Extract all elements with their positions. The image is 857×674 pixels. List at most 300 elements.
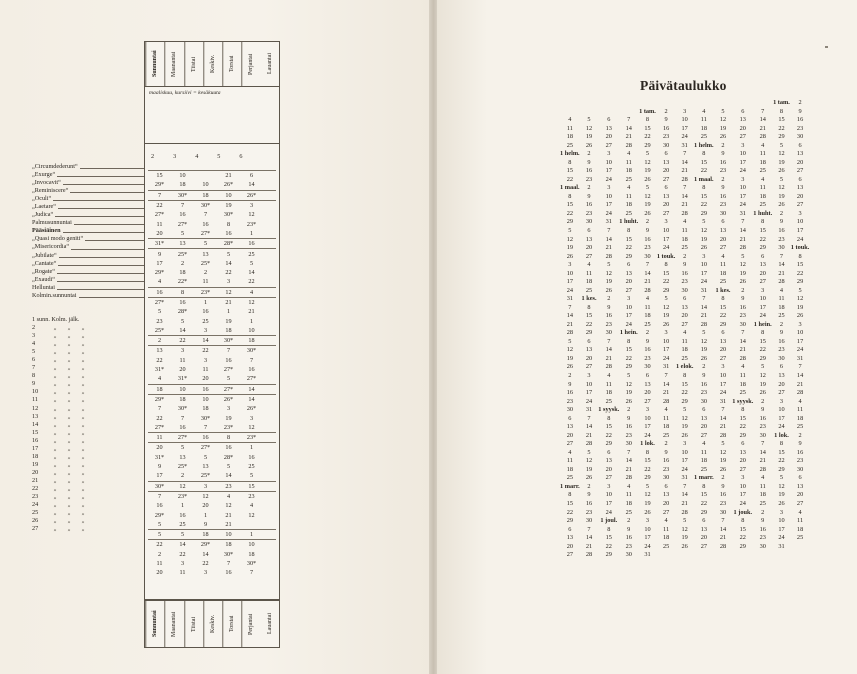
date-cell: 4 bbox=[741, 363, 745, 371]
sunday-number: 9 bbox=[32, 380, 36, 388]
sundays-header-label: 1 sunn. Kolm. jälk. bbox=[32, 316, 80, 323]
date-cell: 28 bbox=[662, 397, 670, 405]
date-cell: 10 bbox=[796, 218, 804, 226]
date-cell: 7 bbox=[664, 372, 668, 379]
ditto-mark: „ bbox=[67, 388, 71, 396]
strip-row bbox=[148, 365, 276, 374]
weekday-label: Lauantai bbox=[266, 613, 273, 635]
strip-cell: 25* bbox=[200, 472, 211, 480]
strip-column-header: 5 bbox=[217, 153, 221, 160]
date-cell: 31 bbox=[605, 218, 612, 226]
date-cell: 30 bbox=[566, 406, 573, 414]
date-cell: 14 bbox=[796, 372, 804, 379]
feast-row bbox=[32, 163, 147, 171]
date-cell: 8 bbox=[741, 517, 745, 525]
strip-cell: 12 bbox=[225, 502, 232, 510]
sunday-row bbox=[32, 405, 147, 413]
sunday-row bbox=[32, 332, 147, 340]
month-start-cell: 1 tam. bbox=[773, 99, 790, 106]
weekday-label: Maanantai bbox=[164, 42, 183, 86]
sunday-number: 12 bbox=[32, 404, 39, 412]
date-cell: 2 bbox=[664, 440, 668, 448]
date-cell: 15 bbox=[585, 312, 593, 320]
date-cell: 10 bbox=[796, 329, 804, 337]
date-cell: 21 bbox=[700, 312, 707, 320]
strip-column-header: 2 bbox=[151, 153, 155, 160]
strip-cell: 5 bbox=[180, 444, 185, 452]
strip-cell: 23* bbox=[246, 434, 257, 442]
date-cell: 3 bbox=[683, 440, 687, 448]
ditto-mark: „ bbox=[81, 476, 85, 484]
weekday-label: Keskiv. bbox=[203, 601, 222, 647]
strip-cell: 30* bbox=[246, 560, 257, 568]
date-cell bbox=[694, 551, 714, 560]
strip-cell: 18 bbox=[179, 181, 186, 189]
strip-cell: 22 bbox=[156, 541, 163, 549]
strip-cell: 16 bbox=[179, 211, 186, 219]
date-cell: 25 bbox=[719, 278, 727, 286]
date-cell: 13 bbox=[700, 525, 707, 533]
sunday-row bbox=[32, 461, 147, 469]
date-cell: 4 bbox=[702, 440, 706, 448]
feast-label: „Judica“ bbox=[32, 211, 54, 219]
feast-leader-line bbox=[57, 176, 146, 177]
date-cell: 21 bbox=[759, 457, 766, 465]
date-cell: 22 bbox=[778, 124, 785, 132]
sunday-number: 2 bbox=[32, 324, 36, 332]
date-cell: 7 bbox=[683, 150, 687, 158]
weekday-header-bottom bbox=[145, 599, 279, 647]
strip-cell: 25 bbox=[248, 250, 255, 258]
date-row bbox=[560, 159, 809, 168]
date-cell: 28 bbox=[681, 175, 688, 183]
strip-row bbox=[148, 356, 276, 365]
feast-row bbox=[32, 284, 147, 292]
weekday-label: Sunnuntai bbox=[145, 42, 164, 86]
date-cell: 22 bbox=[739, 534, 746, 542]
date-cell: 26 bbox=[681, 542, 688, 550]
date-cell: 25 bbox=[759, 201, 766, 209]
date-cell: 24 bbox=[566, 286, 573, 294]
strip-cell: 10 bbox=[179, 172, 186, 180]
feast-label: „Rogate“ bbox=[32, 267, 56, 275]
strip-block bbox=[148, 394, 276, 432]
sunday-row bbox=[32, 356, 147, 364]
sunday-row bbox=[32, 413, 147, 421]
date-cell: 2 bbox=[627, 517, 631, 525]
date-cell: 21 bbox=[644, 278, 651, 286]
date-cell: 9 bbox=[587, 158, 591, 166]
date-row bbox=[560, 99, 809, 108]
sunday-number: 4 bbox=[32, 340, 36, 348]
sunday-row bbox=[32, 525, 147, 533]
ditto-mark: „ bbox=[53, 460, 57, 468]
date-cell: 15 bbox=[778, 116, 785, 124]
month-start-cell: 1 kes. bbox=[715, 286, 731, 294]
ditto-mark: „ bbox=[53, 501, 57, 509]
date-cell: 12 bbox=[662, 303, 670, 311]
strip-row bbox=[148, 229, 276, 238]
date-cell: 17 bbox=[644, 534, 651, 542]
strip-row bbox=[148, 346, 276, 355]
date-row bbox=[560, 150, 809, 159]
date-cell: 29 bbox=[700, 508, 707, 516]
date-cell: 14 bbox=[644, 269, 651, 277]
date-cell: 22 bbox=[566, 175, 573, 183]
date-cell bbox=[598, 99, 619, 108]
date-cell: 31 bbox=[719, 397, 727, 405]
date-cell: 16 bbox=[605, 312, 612, 320]
date-cell: 22 bbox=[605, 431, 612, 439]
strip-note: maaliskuu, kursiivi = kesäkuuta bbox=[145, 86, 279, 144]
ditto-mark: „ bbox=[53, 484, 57, 492]
strip-cell: 30* bbox=[223, 211, 234, 219]
strip-cell: 31* bbox=[154, 240, 165, 248]
date-cell bbox=[657, 551, 676, 560]
strip-cell: 23 bbox=[248, 492, 255, 500]
strip-cell: 9 bbox=[157, 250, 162, 258]
ditto-mark: „ bbox=[53, 388, 57, 396]
date-cell: 23 bbox=[700, 389, 707, 397]
strip-cell: 14 bbox=[225, 259, 232, 267]
date-cell: 20 bbox=[566, 431, 573, 439]
date-cell: 11 bbox=[759, 150, 766, 158]
ditto-mark: „ bbox=[81, 388, 85, 396]
date-cell: 5 bbox=[627, 372, 631, 379]
strip-cell: 5 bbox=[203, 240, 208, 248]
date-row bbox=[560, 270, 809, 279]
date-cell: 31 bbox=[796, 354, 804, 362]
date-cell: 26 bbox=[778, 167, 785, 175]
date-cell bbox=[675, 551, 694, 560]
weekday-label: Maanantai bbox=[164, 601, 183, 647]
strip-cell: 5 bbox=[180, 229, 185, 237]
ditto-mark: „ bbox=[81, 348, 85, 356]
strip-row bbox=[148, 453, 276, 462]
date-cell: 28 bbox=[796, 389, 804, 397]
date-cell: 9 bbox=[568, 380, 572, 388]
date-cell: 29 bbox=[566, 517, 573, 525]
date-cell: 11 bbox=[663, 414, 670, 422]
strip-cell: 16 bbox=[225, 356, 232, 364]
date-cell: 26 bbox=[625, 397, 632, 405]
date-cell: 21 bbox=[778, 269, 785, 277]
strip-block bbox=[148, 491, 276, 529]
strip-cell: 14 bbox=[225, 472, 232, 480]
strip-cell: 25* bbox=[177, 250, 188, 258]
feast-label: „Laetare“ bbox=[32, 203, 57, 211]
strip-block bbox=[148, 297, 276, 335]
strip-cell: 7 bbox=[249, 569, 254, 577]
date-cell: 7 bbox=[761, 440, 765, 448]
ditto-mark: „ bbox=[67, 364, 71, 372]
strip-block bbox=[148, 345, 276, 383]
date-row bbox=[560, 278, 809, 287]
date-cell: 2 bbox=[664, 107, 668, 115]
calendar-strip bbox=[144, 41, 280, 648]
date-cell: 29 bbox=[585, 329, 593, 337]
ditto-mark: „ bbox=[81, 484, 85, 492]
strip-cell: 7 bbox=[249, 356, 254, 364]
strip-cell: 22 bbox=[248, 278, 255, 286]
date-cell: 31 bbox=[739, 209, 746, 217]
strip-cell: 6 bbox=[249, 172, 254, 180]
strip-cell: 30* bbox=[177, 405, 188, 413]
strip-cell: 5 bbox=[249, 472, 254, 480]
date-row bbox=[560, 244, 809, 253]
strip-cell: 22 bbox=[179, 550, 186, 558]
date-cell: 25 bbox=[681, 244, 688, 252]
date-cell: 26 bbox=[719, 133, 727, 141]
strip-row bbox=[148, 413, 276, 422]
strip-cell: 1 bbox=[203, 299, 208, 306]
date-cell: 24 bbox=[796, 235, 804, 243]
date-cell: 8 bbox=[664, 261, 668, 269]
strip-cell: 12 bbox=[225, 288, 232, 296]
ditto-mark: „ bbox=[67, 509, 71, 517]
date-cell: 9 bbox=[664, 116, 668, 124]
month-start-cell: 1 tam. bbox=[639, 107, 656, 115]
date-cell: 30 bbox=[644, 252, 651, 260]
date-cell: 31 bbox=[778, 542, 785, 550]
strip-cell: 2 bbox=[180, 472, 185, 480]
sunday-number: 10 bbox=[32, 388, 39, 396]
date-cell: 22 bbox=[644, 465, 651, 473]
date-cell: 14 bbox=[739, 337, 746, 345]
date-cell: 7 bbox=[779, 252, 784, 260]
date-cell: 18 bbox=[759, 158, 766, 166]
strip-cell: 16 bbox=[156, 288, 163, 296]
date-cell: 5 bbox=[779, 175, 784, 183]
date-row bbox=[560, 372, 809, 381]
weekday-label: Torstai bbox=[222, 42, 241, 86]
date-row bbox=[560, 423, 809, 432]
date-cell: 9 bbox=[761, 517, 765, 525]
date-cell: 22 bbox=[759, 235, 766, 243]
ditto-mark: „ bbox=[53, 356, 57, 364]
strip-cell: 16 bbox=[179, 423, 186, 431]
date-cell: 8 bbox=[721, 295, 725, 303]
ditto-mark: „ bbox=[81, 493, 85, 501]
date-cell: 29 bbox=[644, 141, 651, 149]
feast-leader-line bbox=[59, 257, 146, 258]
strip-cell: 26* bbox=[223, 395, 234, 403]
strip-cell: 30* bbox=[154, 482, 165, 490]
date-cell: 10 bbox=[778, 517, 785, 525]
date-row bbox=[560, 116, 809, 125]
strip-row bbox=[148, 259, 276, 268]
sunday-number: 16 bbox=[32, 436, 39, 444]
date-cell: 7 bbox=[741, 329, 745, 337]
date-cell: 3 bbox=[741, 141, 745, 149]
ditto-mark: „ bbox=[53, 436, 57, 444]
date-cell: 27 bbox=[719, 244, 727, 252]
date-cell: 30 bbox=[719, 209, 727, 217]
strip-cell: 13 bbox=[179, 453, 186, 461]
date-cell: 18 bbox=[796, 525, 804, 533]
date-cell: 2 bbox=[587, 184, 591, 192]
date-cell: 10 bbox=[739, 150, 746, 158]
month-start-cell: 1 helm. bbox=[560, 150, 580, 158]
date-cell: 20 bbox=[700, 423, 707, 431]
sunday-row bbox=[32, 485, 147, 493]
date-cell: 10 bbox=[605, 491, 612, 499]
date-cell: 29 bbox=[625, 363, 632, 371]
date-cell: 12 bbox=[739, 261, 746, 269]
feast-leader-line bbox=[57, 273, 146, 274]
strip-cell: 5 bbox=[226, 463, 231, 471]
date-cell: 28 bbox=[566, 329, 573, 337]
feast-row bbox=[32, 219, 147, 227]
date-cell: 13 bbox=[739, 448, 746, 456]
date-cell: 18 bbox=[662, 534, 670, 542]
feast-label: „Circumdederunt“ bbox=[32, 163, 78, 170]
date-row bbox=[560, 176, 809, 185]
month-start-cell: 1 maal. bbox=[694, 175, 714, 183]
date-cell: 15 bbox=[700, 158, 707, 166]
date-cell: 5 bbox=[607, 261, 611, 269]
date-cell: 19 bbox=[585, 465, 593, 473]
date-cell: 3 bbox=[627, 295, 631, 303]
date-cell: 22 bbox=[585, 320, 593, 328]
date-cell-empty bbox=[580, 99, 599, 108]
feast-leader-line bbox=[58, 208, 146, 209]
date-cell: 5 bbox=[721, 107, 725, 115]
date-cell: 7 bbox=[645, 261, 650, 269]
date-cell: 17 bbox=[739, 192, 746, 200]
sunday-row bbox=[32, 372, 147, 380]
date-cell: 2 bbox=[587, 150, 591, 158]
date-cell: 24 bbox=[778, 423, 785, 431]
date-cell: 18 bbox=[625, 167, 632, 175]
date-cell: 11 bbox=[681, 337, 688, 345]
date-cell: 6 bbox=[798, 474, 802, 482]
date-cell: 16 bbox=[625, 423, 632, 431]
ditto-mark: „ bbox=[67, 493, 71, 501]
date-cell: 16 bbox=[719, 491, 727, 499]
date-cell: 27 bbox=[585, 363, 593, 371]
strip-cell: 3 bbox=[249, 202, 254, 210]
date-cell: 9 bbox=[779, 329, 784, 337]
date-cell: 18 bbox=[739, 380, 746, 388]
date-cell: 2 bbox=[741, 286, 745, 294]
strip-cell: 3 bbox=[249, 414, 254, 422]
ditto-mark: „ bbox=[67, 460, 71, 468]
date-cell: 18 bbox=[605, 389, 612, 397]
date-cell: 9 bbox=[664, 448, 668, 456]
date-cell: 4 bbox=[645, 295, 650, 303]
strip-cell: 4 bbox=[249, 502, 254, 510]
date-cell: 21 bbox=[585, 431, 593, 439]
date-cell: 25 bbox=[681, 354, 688, 362]
strip-block bbox=[148, 238, 276, 248]
date-cell: 6 bbox=[568, 525, 572, 533]
sunday-number: 17 bbox=[32, 444, 39, 452]
feast-label: Pääsiäinen bbox=[32, 227, 61, 235]
strip-cell: 12 bbox=[248, 423, 255, 431]
feast-row bbox=[32, 292, 147, 300]
date-cell: 19 bbox=[719, 457, 727, 465]
strip-cell: 25* bbox=[177, 463, 188, 471]
date-cell: 14 bbox=[605, 235, 612, 243]
date-cell: 12 bbox=[778, 150, 785, 158]
date-cell: 14 bbox=[625, 124, 632, 132]
month-start-cell: 1 jouk. bbox=[733, 508, 753, 516]
strip-cell: 16 bbox=[225, 229, 232, 237]
strip-date-grid bbox=[148, 170, 276, 577]
date-cell: 6 bbox=[587, 337, 591, 345]
strip-cell: 3 bbox=[203, 569, 208, 577]
date-cell: 18 bbox=[796, 414, 804, 422]
strip-block bbox=[148, 539, 276, 577]
strip-cell: 5 bbox=[157, 520, 162, 528]
ditto-mark: „ bbox=[67, 444, 71, 452]
feast-leader-line bbox=[53, 200, 146, 201]
date-cell: 2 bbox=[721, 474, 725, 482]
ditto-mark: „ bbox=[53, 324, 57, 332]
month-start-cell: 1 hein. bbox=[753, 320, 772, 328]
strip-cell: 18 bbox=[179, 395, 186, 403]
date-cell: 28 bbox=[719, 542, 727, 550]
date-cell: 3 bbox=[779, 508, 784, 516]
strip-cell: 11 bbox=[179, 569, 186, 577]
strip-cell: 1 bbox=[249, 229, 254, 237]
strip-block bbox=[148, 190, 276, 200]
date-cell: 21 bbox=[681, 499, 688, 507]
date-cell: 19 bbox=[778, 491, 785, 499]
date-cell: 25 bbox=[662, 542, 670, 550]
strip-cell: 16 bbox=[225, 569, 232, 577]
date-cell: 9 bbox=[587, 491, 591, 499]
weekday-label: Lauantai bbox=[266, 53, 273, 75]
date-cell: 19 bbox=[700, 346, 707, 354]
date-cell: 17 bbox=[796, 337, 804, 345]
strip-row bbox=[148, 559, 276, 568]
strip-cell: 5 bbox=[226, 375, 231, 383]
ditto-mark: „ bbox=[53, 452, 57, 460]
ditto-mark: „ bbox=[53, 509, 57, 517]
ditto-mark: „ bbox=[53, 348, 57, 356]
strip-cell: 2 bbox=[203, 269, 208, 277]
date-cell: 9 bbox=[587, 192, 591, 200]
date-cell: 9 bbox=[721, 184, 725, 192]
ditto-mark: „ bbox=[81, 517, 85, 525]
date-cell: 29 bbox=[625, 252, 632, 260]
strip-cell: 17 bbox=[156, 259, 163, 267]
strip-cell: 25 bbox=[179, 520, 186, 528]
date-cell: 13 bbox=[662, 192, 670, 200]
date-cell: 20 bbox=[681, 312, 688, 320]
date-cell: 26 bbox=[739, 278, 746, 286]
date-cell: 16 bbox=[778, 226, 785, 234]
date-cell: 28 bbox=[778, 278, 785, 286]
strip-row bbox=[148, 180, 276, 189]
strip-cell: 18 bbox=[248, 550, 255, 558]
date-cell: 23 bbox=[566, 397, 573, 405]
date-cell: 6 bbox=[664, 184, 668, 192]
ditto-mark: „ bbox=[53, 364, 57, 372]
date-row bbox=[560, 210, 809, 219]
date-cell: 2 bbox=[607, 295, 611, 303]
sunday-number: 18 bbox=[32, 452, 39, 460]
strip-cell: 27* bbox=[177, 220, 188, 228]
date-cell: 10 bbox=[644, 414, 651, 422]
ditto-mark: „ bbox=[81, 452, 85, 460]
date-cell: 23 bbox=[662, 465, 670, 473]
date-cell: 13 bbox=[700, 414, 707, 422]
date-cell: 15 bbox=[566, 499, 573, 507]
date-cell: 11 bbox=[566, 124, 573, 132]
